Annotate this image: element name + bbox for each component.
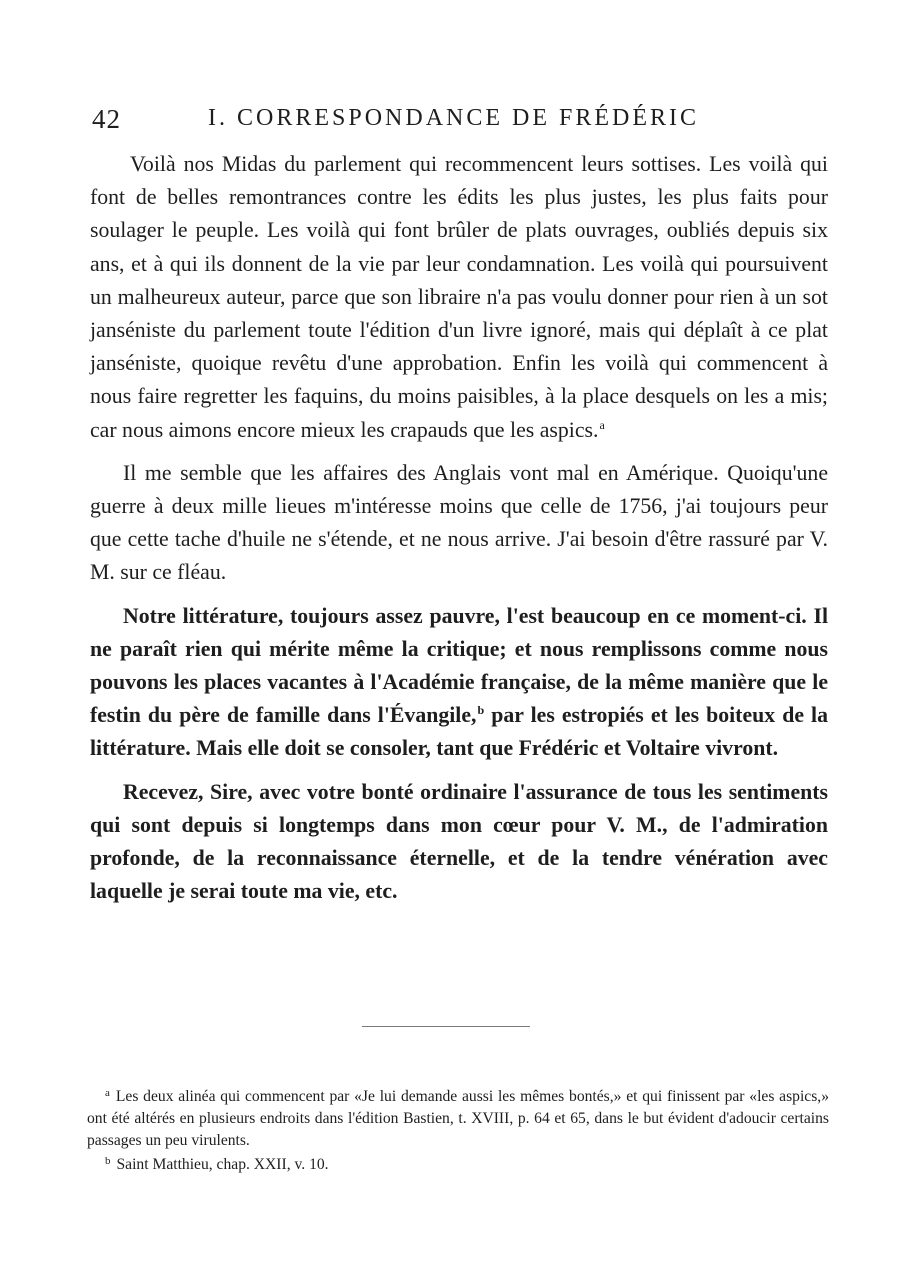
paragraph-text: Notre littérature, toujours assez pauvre, l'est beaucoup en ce moment-ci. Il ne paraît rien qui mérite même la critique; et nous remplissons comme nous pouvons les places vacantes à l'Académie française, de la même manière que le festin du père de famille dans l'Évangile, bbox=[90, 603, 828, 728]
footnote-text: Saint Matthieu, chap. XXII, v. 10. bbox=[116, 1156, 329, 1173]
page-header bbox=[90, 100, 830, 140]
paragraph-text: par les estropiés et les boiteux de la littérature. Mais elle doit se consoler, tant que Frédéric et Voltaire vivront. bbox=[90, 703, 829, 761]
main-text bbox=[90, 148, 828, 918]
footnote-separator bbox=[362, 1026, 530, 1027]
footnote-reference: b bbox=[477, 703, 485, 718]
page-number: 42 bbox=[92, 104, 121, 134]
paragraph bbox=[90, 776, 828, 909]
footnote-text: Les deux alinéa qui commencent par «Je lui demande aussi les mêmes bontés,» et qui finissent par «les aspics,» ont été altérés en plusieurs endroits dans l'édition Bastien, t. XVIII, p. 64 et 65, dans le but évident d'adoucir certains passages un peu virulents. bbox=[87, 1088, 829, 1149]
footnote bbox=[87, 1154, 829, 1176]
paragraph-text: Il me semble que les affaires des Anglais vont mal en Amérique. Quoiqu'une guerre à deux mille lieues m'intéresse moins que celle de 1756, j'ai toujours peur que cette tache d'huile ne s'étende, et ne nous arrive. J'ai besoin d'être rassuré par V. M. sur ce fléau. bbox=[90, 460, 828, 585]
footnote-reference: a bbox=[599, 417, 605, 432]
paragraph bbox=[90, 148, 828, 447]
footnote-mark: a bbox=[105, 1087, 110, 1099]
paragraph-text: Voilà nos Midas du parlement qui recommencent leurs sottises. Les voilà qui font de belles remontrances contre les édits les plus justes, les plus faits pour soulager le peuple. Les voilà qui font brûler de plats ouvrages, oubliés depuis six ans, et à qui ils donnent de la vie par leur condamnation. Les voilà qui poursuivent un malheureux auteur, parce que son libraire n'a pas voulu donner pour rien à un sot janséniste du parlement toute l'édition d'un livre ignoré, mais qui déplaît à ce plat janséniste, quoique revêtu d'une approbation. Enfin les voilà qui commencent à nous faire regretter les faquins, du moins paisibles, à la place desquels on les a mis; car nous aimons encore mieux les crapauds que les aspics. bbox=[90, 152, 828, 442]
paragraph-text: Recevez, Sire, avec votre bonté ordinaire l'assurance de tous les sentiments qui sont depuis si longtemps dans mon cœur pour V. M., de l'admiration profonde, de la reconnaissance éternelle, et de la tendre vénération avec laquelle je serai toute ma vie, etc. bbox=[90, 779, 828, 904]
running-title: I. CORRESPONDANCE DE FRÉDÉRIC bbox=[208, 105, 700, 131]
footnote bbox=[87, 1086, 829, 1152]
footnote-mark: b bbox=[105, 1155, 111, 1167]
paragraph bbox=[90, 457, 828, 590]
footnotes bbox=[87, 1086, 829, 1178]
paragraph bbox=[90, 600, 828, 766]
